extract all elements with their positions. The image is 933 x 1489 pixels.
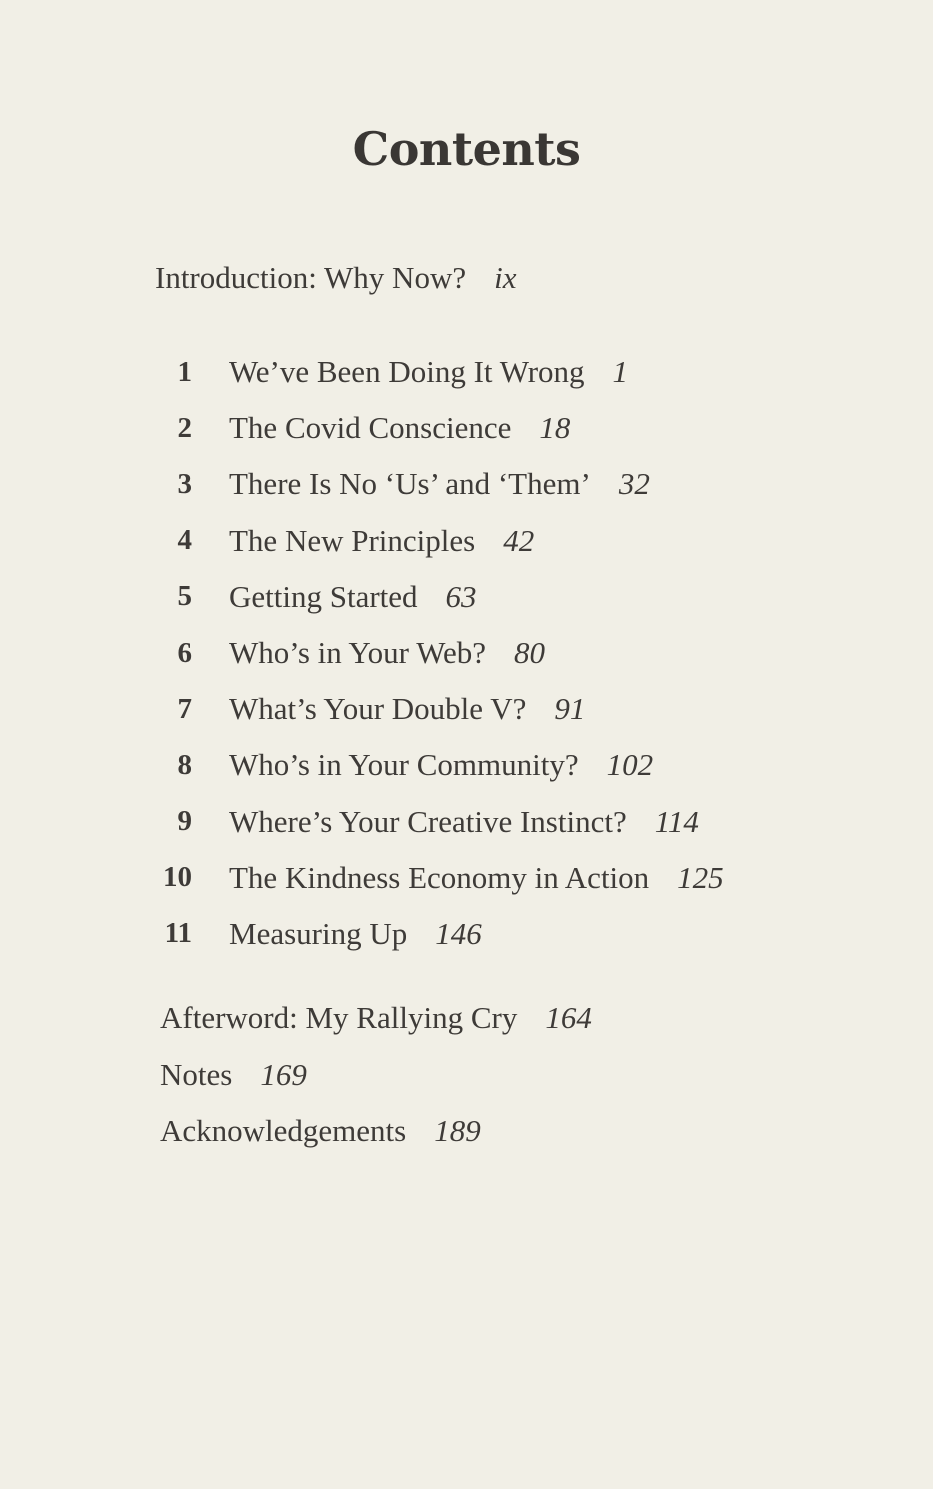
chapter-number: 6 bbox=[177, 636, 192, 669]
toc-entry-chapter bbox=[150, 850, 724, 906]
chapter-title: Getting Started bbox=[229, 578, 418, 614]
chapter-title: Where’s Your Creative Instinct? bbox=[229, 803, 627, 839]
chapter-title: The Kindness Economy in Action bbox=[229, 859, 650, 895]
toc-entry-chapter bbox=[150, 681, 724, 737]
chapter-page-number: 42 bbox=[503, 522, 535, 558]
chapter-title: There Is No ‘Us’ and ‘Them’ bbox=[229, 466, 591, 502]
toc-entry-notes bbox=[160, 1047, 592, 1104]
chapter-number: 8 bbox=[177, 748, 192, 781]
entry-page-number: 169 bbox=[260, 1056, 307, 1092]
toc-entry-chapter bbox=[150, 344, 724, 400]
chapter-title: We’ve Been Doing It Wrong bbox=[229, 354, 585, 390]
chapter-page-number: 91 bbox=[554, 691, 586, 727]
chapter-page-number: 32 bbox=[618, 466, 650, 502]
toc-entry-chapter bbox=[150, 794, 724, 850]
toc-entry-chapter bbox=[150, 569, 724, 625]
entry-page-number: ix bbox=[494, 260, 517, 295]
entry-title: Notes bbox=[160, 1056, 233, 1092]
chapter-number: 3 bbox=[177, 467, 192, 500]
entry-page-number: 164 bbox=[545, 1000, 592, 1036]
entry-page-number: 189 bbox=[434, 1113, 481, 1149]
chapter-title: Who’s in Your Web? bbox=[229, 635, 486, 671]
toc-entry-introduction bbox=[155, 260, 516, 296]
chapter-list bbox=[150, 344, 724, 962]
chapter-number: 9 bbox=[177, 805, 192, 838]
chapter-page-number: 80 bbox=[514, 635, 545, 671]
entry-title: Acknowledgements bbox=[160, 1113, 407, 1149]
chapter-number: 4 bbox=[177, 524, 192, 557]
chapter-page-number: 18 bbox=[539, 410, 571, 446]
back-matter-list bbox=[160, 990, 592, 1160]
chapter-number: 10 bbox=[163, 861, 192, 894]
toc-entry-chapter bbox=[150, 513, 724, 569]
chapter-number: 7 bbox=[177, 692, 192, 725]
chapter-title: The New Principles bbox=[229, 522, 476, 558]
toc-entry-chapter bbox=[150, 625, 724, 681]
toc-entry-afterword bbox=[160, 990, 592, 1047]
toc-entry-chapter bbox=[150, 400, 724, 456]
toc-entry-chapter bbox=[150, 737, 724, 793]
chapter-number: 11 bbox=[164, 917, 192, 950]
chapter-page-number: 114 bbox=[654, 803, 699, 839]
chapter-page-number: 102 bbox=[606, 747, 654, 783]
toc-entry-acknowledgements bbox=[160, 1103, 592, 1160]
page-title: Contents bbox=[352, 122, 581, 176]
chapter-page-number: 1 bbox=[612, 354, 629, 390]
chapter-title: What’s Your Double V? bbox=[229, 691, 527, 727]
toc-entry-chapter bbox=[150, 456, 724, 512]
chapter-title: The Covid Conscience bbox=[229, 410, 512, 446]
entry-title: Afterword: My Rallying Cry bbox=[160, 1000, 518, 1036]
entry-title: Introduction: Why Now? bbox=[155, 260, 467, 295]
chapter-title: Measuring Up bbox=[229, 915, 408, 951]
chapter-title: Who’s in Your Community? bbox=[229, 747, 579, 783]
chapter-number: 5 bbox=[177, 580, 192, 613]
toc-entry-chapter bbox=[150, 906, 724, 962]
chapter-page-number: 146 bbox=[435, 915, 482, 951]
chapter-page-number: 63 bbox=[445, 578, 477, 614]
chapter-number: 1 bbox=[177, 355, 192, 388]
chapter-page-number: 125 bbox=[677, 859, 724, 895]
chapter-number: 2 bbox=[177, 411, 192, 444]
